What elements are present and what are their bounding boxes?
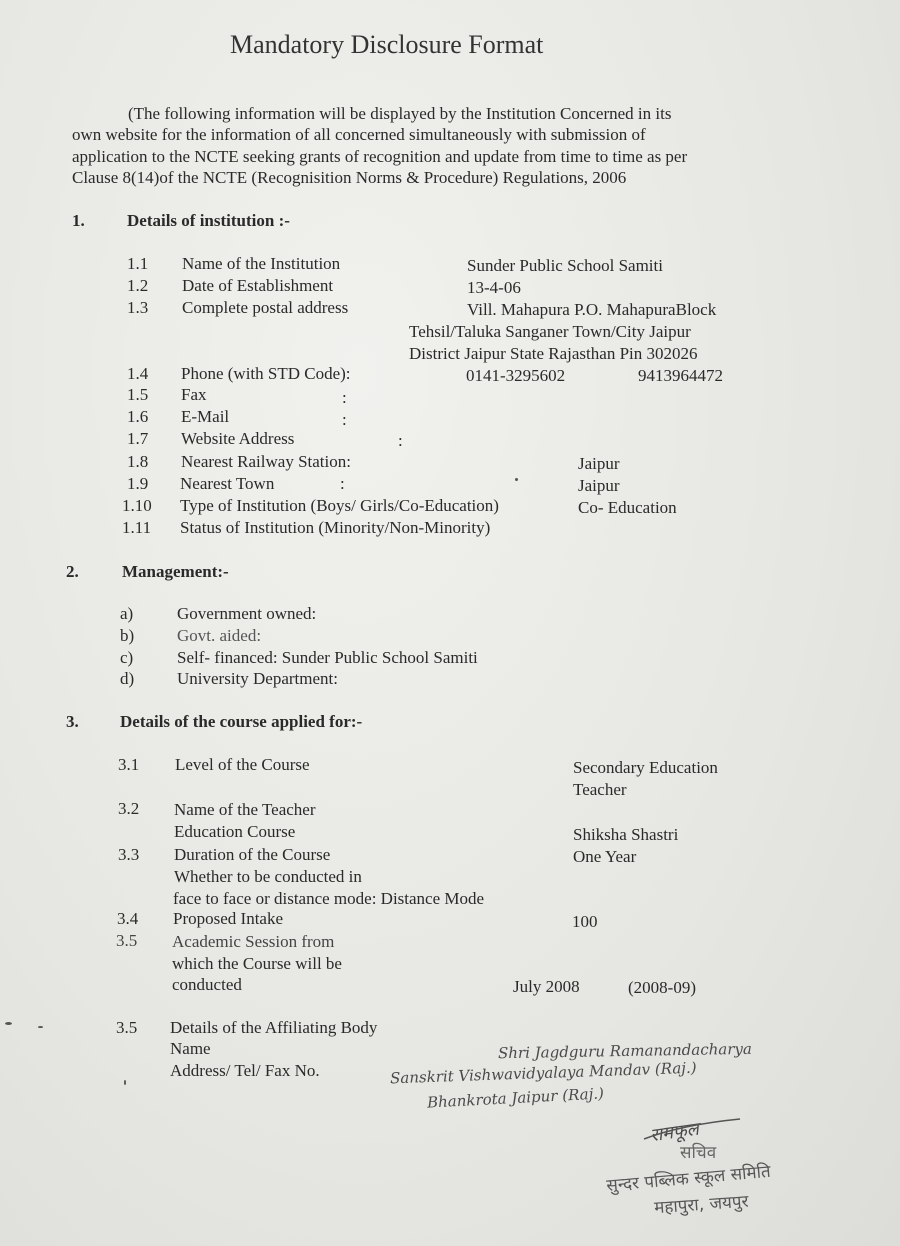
item-label: Self- financed: Sunder Public School Samiti [177, 648, 478, 667]
item-label: Duration of the Course [174, 845, 331, 864]
item-number: 1.10 [122, 496, 152, 515]
item-number: 1.8 [127, 452, 149, 471]
item-number: d) [120, 669, 135, 688]
item-label: Name [170, 1039, 211, 1058]
item-colon: : [340, 474, 345, 493]
intro-line-3: application to the NCTE seeking grants of recognition and update from time to time as per [72, 147, 688, 166]
section-1-number: 1. [72, 211, 85, 230]
item-label: Whether to be conducted in [174, 867, 362, 886]
item-number: c) [120, 648, 134, 667]
scan-speck [515, 478, 518, 481]
item-number: 3.5 [116, 931, 138, 950]
item-number: 1.9 [127, 474, 149, 493]
handwritten-name: Shri Jagdguru Ramanandacharya [497, 1039, 752, 1063]
item-number: b) [120, 626, 135, 645]
item-colon: : [342, 410, 347, 429]
signature: रामफूल [648, 1118, 701, 1147]
item-label: Details of the Affiliating Body [170, 1018, 378, 1037]
item-value: Vill. Mahapura P.O. MahapuraBlock [467, 300, 717, 319]
item-number: 3.3 [118, 845, 140, 864]
item-label: which the Course will be [172, 954, 342, 973]
item-value: 100 [572, 912, 598, 931]
intro-line-2: own website for the information of all concerned simultaneously with submission of [72, 125, 646, 144]
item-value: District Jaipur State Rajasthan Pin 302026 [409, 344, 698, 363]
item-number: 3.2 [118, 799, 140, 818]
section-3-heading: Details of the course applied for:- [120, 712, 363, 731]
item-value: Jaipur [578, 454, 620, 473]
intro-line-1: (The following information will be displayed by the Institution Concerned in its [128, 104, 672, 123]
section-1-heading: Details of institution :- [127, 211, 290, 230]
item-label: Education Course [174, 822, 296, 841]
item-value: Shiksha Shastri [573, 825, 679, 844]
scan-speck [124, 1080, 126, 1085]
item-number: a) [120, 604, 134, 623]
item-label: Name of the Institution [182, 254, 341, 273]
item-number: 1.6 [127, 407, 149, 426]
item-label: Level of the Course [175, 755, 310, 774]
item-label: Type of Institution (Boys/ Girls/Co-Education) [180, 496, 499, 515]
section-2-number: 2. [66, 562, 79, 581]
item-number: 1.3 [127, 298, 149, 317]
stamp-place: महापुरा, जयपुर [653, 1191, 750, 1219]
item-number: 1.2 [127, 276, 149, 295]
item-value: 0141-3295602 [466, 366, 566, 385]
intro-line-4: Clause 8(14)of the NCTE (Recognisition Norms & Procedure) Regulations, 2006 [72, 168, 627, 187]
item-colon: : [342, 388, 347, 407]
item-number: 3.1 [118, 755, 140, 774]
item-label: face to face or distance mode: Distance Mode [173, 889, 485, 908]
item-label: Government owned: [177, 604, 317, 623]
item-value: 9413964472 [638, 366, 723, 385]
scan-speck [38, 1026, 43, 1028]
item-value: July 2008 [513, 977, 580, 996]
item-label: Name of the Teacher [174, 800, 316, 819]
item-number: 1.7 [127, 429, 149, 448]
item-label: Status of Institution (Minority/Non-Minority) [180, 518, 491, 537]
item-label: Nearest Town [180, 474, 275, 493]
item-label: conducted [172, 975, 242, 994]
item-label: Academic Session from [172, 932, 335, 951]
item-value: (2008-09) [628, 978, 696, 997]
item-label: Complete postal address [182, 298, 349, 317]
page-title: Mandatory Disclosure Format [230, 30, 544, 59]
item-value: Secondary Education [573, 758, 718, 777]
item-value: One Year [573, 847, 637, 866]
item-number: 1.4 [127, 364, 149, 383]
item-colon: : [398, 431, 403, 450]
item-number: 1.11 [122, 518, 152, 537]
item-label: Fax [181, 385, 207, 404]
item-number: 1.5 [127, 385, 149, 404]
stamp-organisation: सुन्दर पब्लिक स्कूल समिति [605, 1161, 772, 1197]
handwritten-address: Bhankrota Jaipur (Raj.) [426, 1084, 605, 1112]
item-label: Govt. aided: [177, 626, 262, 645]
item-label: Address/ Tel/ Fax No. [170, 1061, 320, 1080]
stamp-role: सचिव [680, 1143, 717, 1163]
item-label: Date of Establishment [182, 276, 334, 295]
handwritten-address: Sanskrit Vishwavidyalaya Mandav (Raj.) [389, 1058, 697, 1088]
item-value: Co- Education [578, 498, 677, 517]
item-label: Phone (with STD Code): [181, 364, 351, 383]
item-number: 1.1 [127, 254, 149, 273]
item-value: 13-4-06 [467, 278, 521, 297]
item-label: University Department: [177, 669, 338, 688]
item-number: 3.4 [117, 909, 139, 928]
section-3-number: 3. [66, 712, 79, 731]
item-value: Jaipur [578, 476, 620, 495]
item-number: 3.5 [116, 1018, 138, 1037]
item-value: Tehsil/Taluka Sanganer Town/City Jaipur [409, 322, 691, 341]
scan-speck [5, 1022, 12, 1025]
item-label: Website Address [181, 429, 295, 448]
item-value: Teacher [573, 780, 627, 799]
item-value: Sunder Public School Samiti [467, 256, 663, 275]
section-2-heading: Management:- [122, 562, 229, 581]
item-label: E-Mail [181, 407, 230, 426]
item-label: Proposed Intake [173, 909, 284, 928]
item-label: Nearest Railway Station: [181, 452, 351, 471]
